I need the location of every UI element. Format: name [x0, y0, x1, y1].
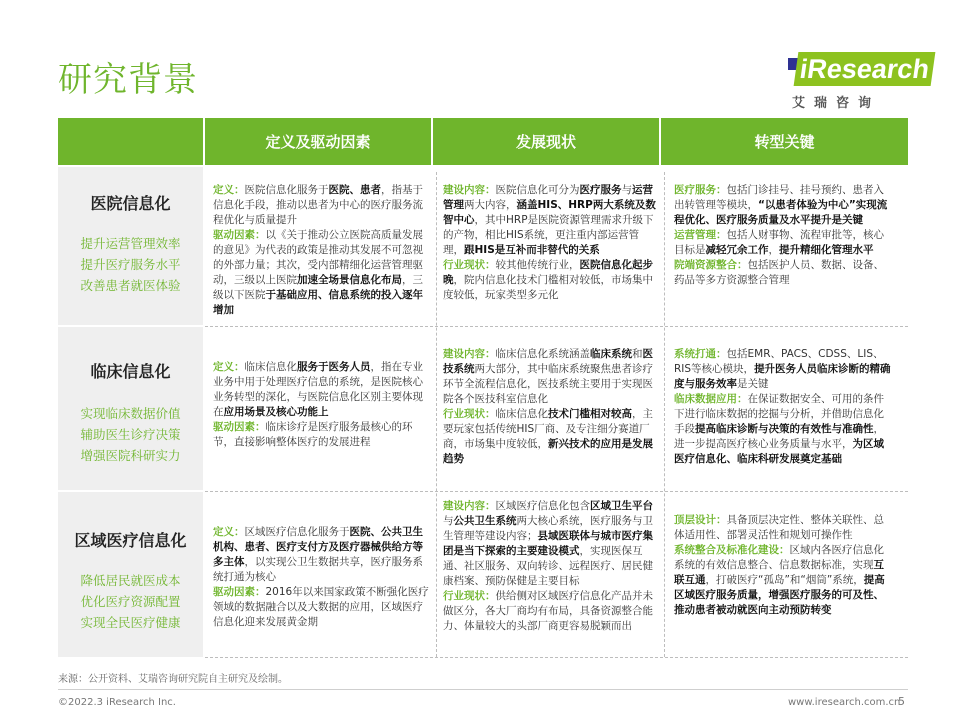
bold-text: 提高临床诊断与决策的有效性与准确性	[695, 423, 874, 435]
body-text: 区域内各医疗信息化系统的有效信息整合、信息数据标准，实现	[674, 544, 884, 571]
cell-paragraph	[674, 258, 892, 288]
bold-text: 医疗服务	[579, 184, 622, 196]
column-divider	[664, 172, 665, 657]
body-text: ，打破医疗“孤岛”和“烟筒”系统，	[705, 574, 864, 586]
paragraph-label: 建设内容：	[443, 348, 496, 360]
body-text: ，三级以下医院	[213, 274, 423, 301]
bold-text: 减轻冗余工作	[705, 244, 769, 256]
table-header	[58, 118, 908, 165]
iresearch-logo	[788, 52, 932, 112]
row-subtitle: 改善患者就医体验	[80, 278, 181, 293]
paragraph-label: 行业现状：	[443, 259, 496, 271]
paragraph-label: 院端资源整合：	[674, 259, 748, 271]
body-text: 供给侧对区域医疗信息化产品并未做区分，各大厂商均有布局，具备资源整合能力、体量较大的头部厂商更容易脱颖而出	[443, 590, 653, 632]
bold-text: 应用场景及核心功能上	[223, 406, 329, 418]
cell-status	[443, 347, 657, 467]
paragraph-label: 建设内容：	[443, 184, 496, 196]
bold-text: 提高区域医疗服务质量，增强医疗服务的可及性、推动患者被动就医向主动预防转变	[674, 574, 885, 616]
row-title: 区域医疗信息化	[74, 531, 187, 550]
row-divider	[205, 491, 908, 492]
paragraph-label: 驱动因素：	[213, 229, 266, 241]
body-text: 两大部分，其中临床系统聚焦患者诊疗环节全流程信息化，医技系统主要用于实现医院各个医技科室信息化	[443, 363, 653, 405]
body-text: ，实现医保互通、社区服务、双向转诊、远程医疗、居民健康档案、预防保健是主要目标	[443, 545, 653, 587]
paragraph-label: 行业现状：	[443, 408, 496, 420]
row-subtitle: 优化医疗资源配置	[80, 594, 181, 609]
body-text: ，主要玩家包括传统HIS厂商、及专注细分赛道厂商，市场集中度较低，	[443, 408, 653, 450]
bold-text: 互联互通	[674, 559, 884, 586]
body-text: ，以实现公卫生数据共享，医疗服务系统打通为核心	[213, 556, 423, 583]
row-divider	[205, 326, 908, 327]
footer-divider	[58, 689, 908, 690]
bold-text: 医院信息化起步晚	[443, 259, 653, 286]
body-text: 与	[621, 184, 632, 196]
row-divider	[205, 657, 908, 658]
row-title: 临床信息化	[90, 362, 171, 381]
cell-definition	[213, 183, 429, 318]
body-text: 以《关于推动公立医院高质量发展的意见》为代表的政策是推动其发展不可忽视的外部力量；其次，受内部精细化运营管理驱动，三级以上医院	[213, 229, 423, 286]
footer-website: www.iresearch.com.cn	[788, 697, 901, 708]
body-text: 医院信息化服务于	[244, 184, 329, 196]
bold-text: 运营管理	[443, 184, 653, 211]
bold-text: 于基础应用、信息系统的投入逐年增加	[213, 289, 423, 316]
paragraph-label: 定义：	[213, 526, 245, 538]
body-text: 包括EMR、PACS、CDSS、LIS、RIS等核心模块，	[674, 348, 884, 375]
header-cell-empty	[58, 118, 203, 165]
paragraph-label: 建设内容：	[443, 500, 496, 512]
body-text: 包括医护人员、数据、设备、药品等多方资源整合管理	[674, 259, 884, 286]
paragraph-label: 临床数据应用：	[674, 393, 748, 405]
body-text: ，进一步提高医疗核心业务质量与水平，	[674, 423, 884, 450]
body-text: 临床信息化	[244, 361, 297, 373]
cell-paragraph	[443, 258, 657, 303]
bold-text: 医院、患者	[328, 184, 381, 196]
body-text: ，指在专业业务中用于处理医疗信息的系统，是医院核心业务转型的深化，与医院信息化区别主要体现在	[213, 361, 423, 418]
header-definition: 定义及驱动因素	[205, 118, 431, 165]
cell-key	[674, 183, 892, 288]
row-subtitle: 降低居民就医成本	[80, 573, 181, 588]
body-text: 医院信息化可分为	[495, 184, 580, 196]
body-text: 临床信息化	[495, 408, 548, 420]
body-text: 在保证数据安全、可用的条件下进行临床数据的挖掘与分析，并借助信息化手段	[674, 393, 884, 435]
header-status: 发展现状	[433, 118, 659, 165]
row-label-hospital	[58, 167, 203, 325]
body-text: 临床诊疗是医疗服务最核心的环节，直接影响整体医疗的发展进程	[213, 421, 413, 448]
paragraph-label: 运营管理：	[674, 229, 727, 241]
cell-definition	[213, 360, 429, 450]
body-text: ，指基于信息化手段，推动以患者为中心的医疗服务流程优化与质量提升	[213, 184, 423, 226]
bold-text: 区域卫生平台	[590, 500, 653, 512]
row-label-clinical	[58, 327, 203, 490]
body-text: 包括门诊挂号、挂号预约、患者入出转管理等模块，	[674, 184, 884, 211]
body-text: ，院内信息化技术门槛相对较低，市场集中度较低，玩家类型多元化	[443, 274, 653, 301]
cell-paragraph	[213, 420, 429, 450]
body-text: 较其他传统行业，	[495, 259, 580, 271]
body-text: 两大核心系统，医疗服务与卫生管理等建设内容；	[443, 515, 653, 542]
paragraph-label: 行业现状：	[443, 590, 496, 602]
bold-text: 加速全场景信息化布局	[297, 274, 402, 286]
bold-text: “以患者体验为中心”实现流程优化、医疗服务质量及水平提升是关键	[674, 199, 888, 226]
cell-definition	[213, 525, 429, 630]
bold-text: 提升精细化管理水平	[779, 244, 874, 256]
cell-paragraph	[443, 183, 657, 258]
cell-paragraph	[213, 183, 429, 228]
bold-text: 新兴技术的应用是发展趋势	[443, 438, 653, 465]
body-text: 与	[443, 515, 454, 527]
bold-text: 医院、公共卫生机构、患者、医疗支付方及医疗器械供给方等多主体	[213, 526, 423, 568]
bold-text: 临床系统	[590, 348, 632, 360]
bold-text: 医技系统	[443, 348, 653, 375]
logo-wordmark: iResearch	[794, 52, 936, 86]
cell-paragraph	[674, 228, 892, 258]
body-text: ，其中HRP是医院资源管理需求升级下的产物，相比HIS系统，更注重内部运营管理，	[443, 214, 654, 256]
cell-paragraph	[213, 525, 429, 585]
row-subtitle: 提升医疗服务水平	[80, 257, 181, 272]
cell-paragraph	[674, 543, 892, 618]
column-divider	[436, 172, 437, 657]
footer-copyright: ©2022.3 iResearch Inc.	[58, 697, 176, 708]
paragraph-label: 驱动因素：	[213, 421, 266, 433]
cell-paragraph	[213, 585, 429, 630]
bold-text: 涵盖HIS、HRP两大系统及数智中心	[443, 199, 656, 226]
bold-text: 县域医联体与城市医疗集团是当下探索的主要建设模式	[443, 530, 653, 557]
cell-paragraph	[674, 347, 892, 392]
paragraph-label: 医疗服务：	[674, 184, 727, 196]
row-subtitle: 实现临床数据价值	[80, 406, 181, 421]
row-subtitle: 辅助医生诊疗决策	[80, 427, 181, 442]
paragraph-label: 系统打通：	[674, 348, 727, 360]
bold-text: 跟HIS是互补而非替代的关系	[464, 244, 600, 256]
cell-paragraph	[443, 347, 657, 407]
logo-chinese-name: 艾瑞咨询	[792, 96, 881, 111]
body-text: 和	[632, 348, 643, 360]
row-label-regional	[58, 492, 203, 657]
body-text: 2016年以来国家政策不断强化医疗领域的数据融合以及大数据的应用，区域医疗信息化迎来发展黄金期	[213, 586, 429, 628]
body-text: 包括人财事物、流程审批等，核心目标是	[674, 229, 884, 256]
row-subtitle: 实现全民医疗健康	[80, 615, 181, 630]
cell-status	[443, 499, 657, 634]
cell-paragraph	[443, 589, 657, 634]
cell-key	[674, 347, 892, 467]
row-subtitle: 提升运营管理效率	[80, 236, 181, 251]
bold-text: 技术门槛相对较高	[548, 408, 632, 420]
body-text: ，	[768, 244, 779, 256]
source-note: 来源：公开资料、艾瑞咨询研究院自主研究及绘制。	[58, 674, 288, 685]
body-text: 临床信息化系统涵盖	[495, 348, 590, 360]
row-subtitle: 增强医院科研实力	[80, 448, 181, 463]
bold-text: 为区域医疗信息化、临床科研发展奠定基础	[674, 438, 884, 465]
page-number: 5	[898, 695, 905, 708]
paragraph-label: 驱动因素：	[213, 586, 266, 598]
cell-paragraph	[213, 228, 429, 318]
paragraph-label: 顶层设计：	[674, 514, 727, 526]
bold-text: 服务于医务人员	[297, 361, 371, 373]
body-text: 两大内容，	[464, 199, 517, 211]
cell-key	[674, 513, 892, 618]
body-text: 区域医疗信息化包含	[495, 500, 590, 512]
cell-paragraph	[213, 360, 429, 420]
cell-paragraph	[674, 513, 892, 543]
cell-paragraph	[674, 183, 892, 228]
paragraph-label: 定义：	[213, 184, 245, 196]
bold-text: 公共卫生系统	[453, 515, 517, 527]
row-title: 医院信息化	[90, 194, 171, 213]
bold-text: 提升医务人员临床诊断的精确度与服务效率	[674, 363, 891, 390]
cell-paragraph	[443, 499, 657, 589]
paragraph-label: 系统整合及标准化建设：	[674, 544, 790, 556]
cell-status	[443, 183, 657, 303]
paragraph-label: 定义：	[213, 361, 245, 373]
cell-paragraph	[674, 392, 892, 467]
header-key: 转型关键	[661, 118, 908, 165]
cell-paragraph	[443, 407, 657, 467]
body-text: 区域医疗信息化服务于	[244, 526, 350, 538]
body-text: 具备顶层决定性、整体关联性、总体适用性、部署灵活性和规划可操作性	[674, 514, 884, 541]
page-title: 研究背景	[58, 60, 198, 100]
body-text: 是关键	[737, 378, 769, 390]
